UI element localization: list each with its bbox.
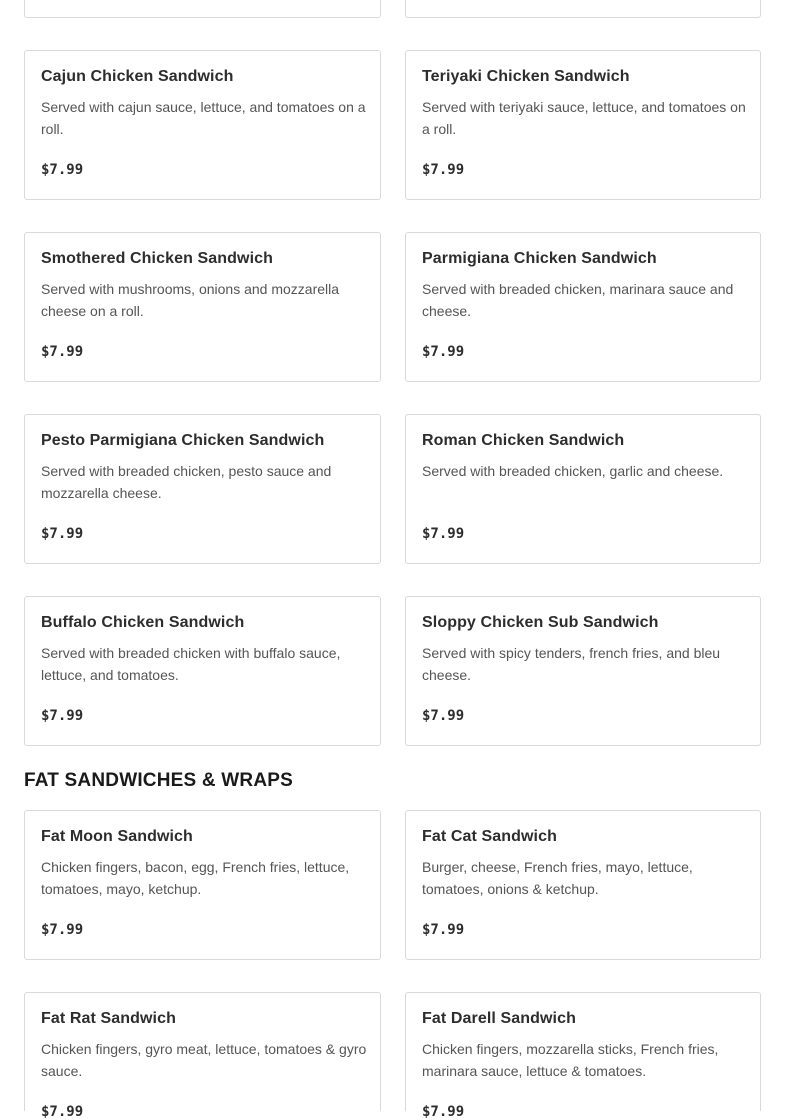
menu-item-description: Served with breaded chicken, marinara sauce and cheese. [422,281,734,319]
menu-item-description: Served with breaded chicken, pesto sauce and mozzarella cheese. [41,463,332,501]
menu-item-name: Teriyaki Chicken Sandwich [422,68,630,85]
menu-item-card[interactable] [405,232,761,382]
menu-item-name: Fat Cat Sandwich [422,828,557,845]
menu-item-description: Chicken fingers, bacon, egg, French fries, lettuce, tomatoes, mayo, ketchup. [41,859,350,897]
menu-item-price: $7.99 [41,1104,84,1120]
menu-item-description: Served with breaded chicken, garlic and cheese. [422,463,724,479]
menu-item-description: Chicken fingers, gyro meat, lettuce, tomatoes & gyro sauce. [41,1041,367,1079]
menu-item-price: $7.99 [422,708,465,724]
section-title: FAT SANDWICHES & WRAPS [24,770,293,791]
menu-item-card[interactable] [24,414,381,564]
menu-item-card-partial-top[interactable] [405,0,761,18]
menu-item-price: $7.99 [422,162,465,178]
menu-item-card[interactable] [405,50,761,200]
menu-item-price: $7.99 [422,1104,465,1120]
menu-item-price: $7.99 [41,344,84,360]
menu-item-price: $7.99 [41,526,84,542]
menu-item-name: Sloppy Chicken Sub Sandwich [422,614,659,631]
menu-item-price: $7.99 [41,922,84,938]
menu-item-description: Served with breaded chicken with buffalo sauce, lettuce, and tomatoes. [41,645,341,683]
menu-item-name: Pesto Parmigiana Chicken Sandwich [41,432,325,449]
menu-item-price: $7.99 [422,526,465,542]
menu-item-card[interactable] [24,50,381,200]
menu-item-name: Fat Moon Sandwich [41,828,193,845]
menu-item-name: Parmigiana Chicken Sandwich [422,250,657,267]
menu-item-price: $7.99 [422,922,465,938]
menu-item-card[interactable] [24,232,381,382]
menu-item-description: Burger, cheese, French fries, mayo, lettuce, tomatoes, onions & ketchup. [422,859,693,897]
menu-item-card[interactable] [405,992,761,1120]
menu-item-description: Served with mushrooms, onions and mozzarella cheese on a roll. [41,281,340,319]
menu-item-name: Fat Rat Sandwich [41,1010,176,1027]
menu-item-card[interactable] [405,414,761,564]
menu-item-description: Chicken fingers, mozzarella sticks, French fries, marinara sauce, lettuce & tomatoes. [422,1041,719,1079]
menu-item-price: $7.99 [422,344,465,360]
menu-item-name: Cajun Chicken Sandwich [41,68,234,85]
menu-item-name: Fat Darell Sandwich [422,1010,576,1027]
menu-item-card[interactable] [405,596,761,746]
menu-item-description: Served with teriyaki sauce, lettuce, and tomatoes on a roll. [422,99,746,137]
menu-item-price: $7.99 [41,708,84,724]
menu-item-description: Served with spicy tenders, french fries, and bleu cheese. [422,645,721,683]
menu-item-card-partial-top[interactable] [24,0,381,18]
menu-item-price: $7.99 [41,162,84,178]
menu-item-name: Buffalo Chicken Sandwich [41,614,245,631]
menu-item-card[interactable] [24,992,381,1120]
menu-item-description: Served with cajun sauce, lettuce, and tomatoes on a roll. [41,99,366,137]
menu-item-card[interactable] [405,810,761,960]
menu-item-name: Roman Chicken Sandwich [422,432,625,449]
menu-item-name: Smothered Chicken Sandwich [41,250,273,267]
menu-item-card[interactable] [24,596,381,746]
menu-item-card[interactable] [24,810,381,960]
